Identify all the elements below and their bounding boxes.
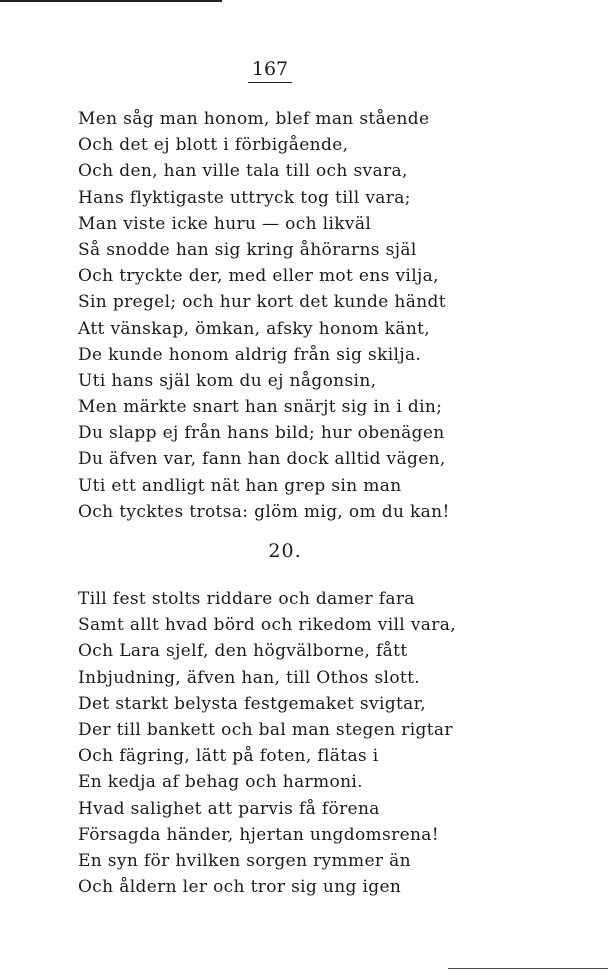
poem-line: Men märkte snart han snärjt sig in i din; bbox=[78, 397, 443, 418]
poem-line: En kedja af behag och harmoni. bbox=[78, 772, 363, 793]
poem-line: Samt allt hvad börd och rikedom vill vara, bbox=[78, 615, 456, 636]
poem-stanza-19-end bbox=[78, 106, 450, 525]
poem-line: Och fägring, lätt på foten, flätas i bbox=[78, 746, 379, 767]
poem-line: Och den, han ville tala till och svara, bbox=[78, 161, 408, 182]
page-number-text: 167 bbox=[248, 58, 292, 83]
poem-line: Uti hans själ kom du ej någonsin, bbox=[78, 370, 377, 391]
poem-line: Försagda händer, hjertan ungdomsrena! bbox=[78, 824, 439, 845]
poem-line: Du slapp ej från hans bild; hur obenägen bbox=[78, 423, 445, 444]
section-heading: 20. bbox=[268, 540, 302, 562]
poem-line: Så snodde han sig kring åhörarns själ bbox=[78, 239, 417, 260]
poem-line: Men såg man honom, blef man stående bbox=[78, 109, 430, 129]
poem-line: Och Lara sjelf, den högvälborne, fått bbox=[78, 641, 408, 662]
poem-line: Hans flyktigaste uttryck tog till vara; bbox=[78, 187, 411, 208]
poem-line: Och tycktes trotsa: glöm mig, om du kan! bbox=[78, 501, 450, 522]
poem-line: Till fest stolts riddare och damer fara bbox=[78, 589, 415, 609]
poem-stanza-20 bbox=[78, 586, 456, 900]
top-border-rule bbox=[0, 0, 222, 2]
poem-line: Och tryckte der, med eller mot ens vilja, bbox=[78, 266, 439, 287]
poem-line: Der till bankett och bal man stegen rigtar bbox=[78, 719, 453, 740]
poem-line: Sin pregel; och hur kort det kunde händt bbox=[78, 292, 446, 313]
page-number bbox=[0, 58, 540, 83]
poem-line: En syn för hvilken sorgen rymmer än bbox=[78, 850, 411, 871]
poem-line: Du äfven var, fann han dock alltid vägen, bbox=[78, 449, 446, 470]
poem-line: Inbjudning, äfven han, till Othos slott. bbox=[78, 667, 421, 688]
poem-line: Hvad salighet att parvis få förena bbox=[78, 798, 380, 819]
poem-line: Uti ett andligt nät han grep sin man bbox=[78, 475, 402, 496]
poem-line: Det starkt belysta festgemaket svigtar, bbox=[78, 693, 426, 714]
poem-line: Och åldern ler och tror sig ung igen bbox=[78, 877, 402, 898]
bottom-border-rule bbox=[448, 968, 608, 969]
poem-line: Man viste icke huru — och likväl bbox=[78, 213, 372, 234]
poem-line: Och det ej blott i förbigående, bbox=[78, 135, 349, 156]
poem-line: Att vänskap, ömkan, afsky honom känt, bbox=[78, 318, 431, 339]
poem-line: De kunde honom aldrig från sig skilja. bbox=[78, 344, 422, 365]
